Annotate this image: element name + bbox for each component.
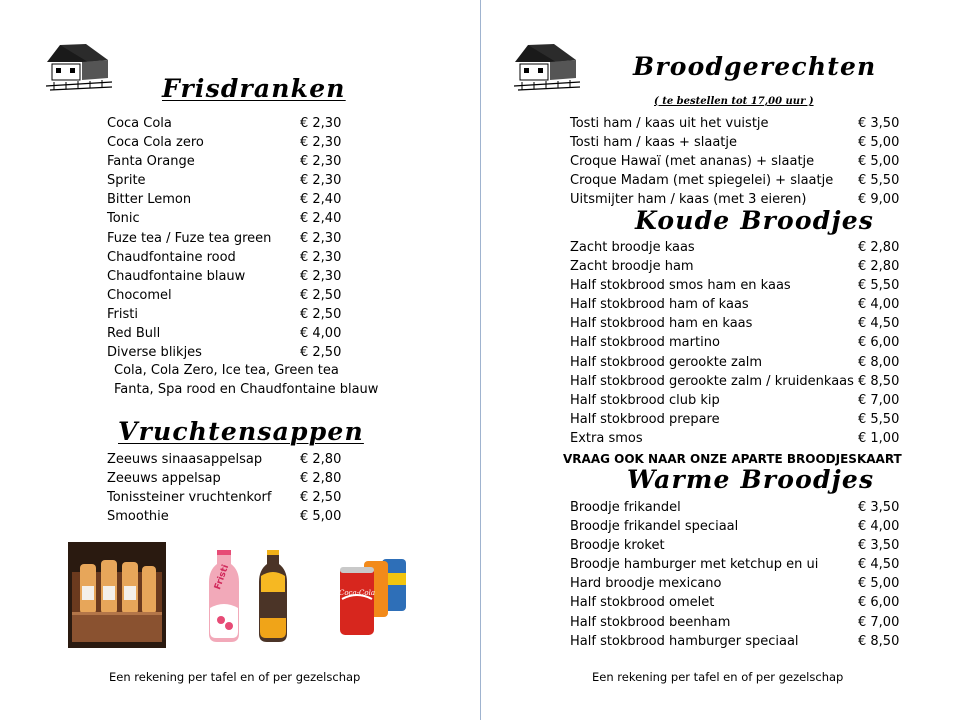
menu-item-price: € 2,30 — [300, 173, 342, 189]
menu-item-name: Sprite — [107, 173, 146, 189]
menu-item-price: € 1,00 — [858, 430, 900, 446]
menu-item-name: Half stokbrood prepare — [570, 411, 720, 427]
menu-item-price: € 2,30 — [300, 116, 342, 131]
menu-item-price: € 3,50 — [858, 538, 900, 554]
broodjeskaart-banner: VRAAG OOK NAAR ONZE APARTE BROODJESKAART — [563, 452, 902, 466]
menu-item-name: Fanta Orange — [107, 154, 195, 170]
menu-item-name: Half stokbrood omelet — [570, 595, 715, 611]
menu-item-name: Half stokbrood hamburger speciaal — [570, 633, 799, 649]
menu-item-price: € 8,50 — [858, 633, 900, 649]
left-footer: Een rekening per tafel en of per gezelschap — [109, 670, 361, 684]
menu-item-name: Bitter Lemon — [107, 192, 192, 208]
menu-item-price: € 2,80 — [300, 471, 342, 487]
menu-item-name: Uitsmijter ham / kaas (met 3 eieren) — [570, 192, 807, 208]
menu-item-name: Fuze tea / Fuze tea green — [107, 230, 272, 246]
menu-item-price: € 5,00 — [858, 135, 900, 151]
menu-item-price: € 2,50 — [300, 287, 342, 303]
menu-item-name: Half stokbrood gerookte zalm / kruidenkaas — [570, 373, 854, 389]
menu-item-price: € 7,00 — [858, 392, 900, 408]
menu-item-price: € 4,00 — [858, 297, 900, 313]
warme-broodjes-title: Warme Broodjes — [627, 465, 875, 494]
fristi-chocomel-bottles-photo — [205, 548, 297, 644]
menu-item-name: Smoothie — [107, 509, 169, 525]
menu-item-price: € 2,30 — [300, 249, 342, 265]
menu-item-name: Diverse blikjes — [107, 345, 202, 361]
house-logo-icon — [46, 42, 112, 92]
menu-item-price: € 2,40 — [300, 211, 342, 227]
menu-item-price: € 5,00 — [858, 576, 900, 592]
blikjes-note-1: Cola, Cola Zero, Ice tea, Green tea — [114, 363, 339, 378]
menu-item-name: Tosti ham / kaas + slaatje — [570, 135, 738, 151]
menu-item-name: Tosti ham / kaas uit het vuistje — [570, 116, 769, 131]
menu-item-name: Half stokbrood ham of kaas — [570, 297, 749, 313]
menu-item-name: Zacht broodje ham — [570, 259, 694, 275]
menu-item-name: Half stokbrood martino — [570, 335, 720, 351]
menu-item-price: € 5,50 — [858, 411, 900, 427]
menu-item-price: € 6,00 — [858, 595, 900, 611]
menu-item-name: Tonissteiner vruchtenkorf — [107, 490, 272, 506]
menu-item-price: € 2,50 — [300, 490, 342, 506]
menu-item-name: Half stokbrood ham en kaas — [570, 316, 753, 332]
menu-item-name: Coca Cola zero — [107, 135, 204, 151]
menu-item-name: Broodje hamburger met ketchup en ui — [570, 557, 819, 573]
menu-item-price: € 4,00 — [858, 519, 900, 535]
menu-item-name: Croque Hawaï (met ananas) + slaatje — [570, 154, 815, 170]
vruchtensappen-title: Vruchtensappen — [118, 417, 364, 446]
menu-item-price: € 4,50 — [858, 557, 900, 573]
menu-item-name: Zeeuws sinaasappelsap — [107, 452, 263, 467]
broodgerechten-title: Broodgerechten — [633, 52, 877, 81]
menu-item-name: Half stokbrood gerookte zalm — [570, 354, 763, 370]
menu-item-name: Tonic — [107, 211, 140, 227]
menu-item-price: € 2,30 — [300, 154, 342, 170]
broodgerechten-subtitle: ( te bestellen tot 17,00 uur ) — [654, 96, 814, 107]
menu-item-price: € 2,80 — [300, 452, 342, 467]
menu-item-price: € 5,00 — [300, 509, 342, 525]
menu-item-price: € 2,50 — [300, 345, 342, 361]
menu-item-name: Zeeuws appelsap — [107, 471, 221, 487]
right-footer: Een rekening per tafel en of per gezelschap — [592, 670, 844, 684]
menu-item-name: Half stokbrood beenham — [570, 614, 731, 630]
menu-item-name: Broodje frikandel speciaal — [570, 519, 739, 535]
menu-item-price: € 3,50 — [858, 500, 900, 515]
menu-item-price: € 6,00 — [858, 335, 900, 351]
menu-item-name: Half stokbrood smos ham en kaas — [570, 278, 791, 294]
menu-item-price: € 2,80 — [858, 259, 900, 275]
house-logo-icon — [514, 42, 580, 92]
menu-item-name: Chocomel — [107, 287, 172, 303]
menu-item-price: € 2,80 — [858, 240, 900, 255]
menu-item-name: Croque Madam (met spiegelei) + slaatje — [570, 173, 834, 189]
menu-item-name: Coca Cola — [107, 116, 172, 131]
frisdranken-title: Frisdranken — [162, 74, 346, 103]
juice-crate-photo — [68, 542, 166, 648]
soda-cans-photo — [338, 555, 410, 637]
menu-item-price: € 5,50 — [858, 173, 900, 189]
menu-item-name: Chaudfontaine blauw — [107, 268, 246, 284]
menu-item-name: Fristi — [107, 306, 138, 322]
menu-item-price: € 9,00 — [858, 192, 900, 208]
menu-item-name: Chaudfontaine rood — [107, 249, 236, 265]
menu-item-name: Broodje kroket — [570, 538, 665, 554]
menu-item-price: € 2,50 — [300, 306, 342, 322]
menu-item-price: € 7,00 — [858, 614, 900, 630]
koude-broodjes-title: Koude Broodjes — [635, 206, 875, 235]
menu-item-name: Half stokbrood club kip — [570, 392, 720, 408]
menu-item-price: € 5,50 — [858, 278, 900, 294]
menu-item-name: Extra smos — [570, 430, 643, 446]
menu-item-price: € 2,30 — [300, 268, 342, 284]
menu-item-price: € 2,40 — [300, 192, 342, 208]
menu-item-price: € 8,00 — [858, 354, 900, 370]
menu-item-price: € 2,30 — [300, 230, 342, 246]
page-divider — [480, 0, 481, 720]
fristi-label: Fristi — [213, 563, 232, 592]
menu-item-price: € 3,50 — [858, 116, 900, 131]
blikjes-note-2: Fanta, Spa rood en Chaudfontaine blauw — [114, 382, 379, 397]
coca-cola-label: Coca-Cola — [338, 589, 376, 597]
menu-item-price: € 5,00 — [858, 154, 900, 170]
menu-item-price: € 4,50 — [858, 316, 900, 332]
menu-item-name: Broodje frikandel — [570, 500, 681, 515]
menu-item-name: Red Bull — [107, 326, 161, 342]
menu-item-name: Hard broodje mexicano — [570, 576, 722, 592]
menu-item-price: € 2,30 — [300, 135, 342, 151]
menu-item-name: Zacht broodje kaas — [570, 240, 695, 255]
menu-item-price: € 8,50 — [858, 373, 900, 389]
menu-item-price: € 4,00 — [300, 326, 342, 342]
